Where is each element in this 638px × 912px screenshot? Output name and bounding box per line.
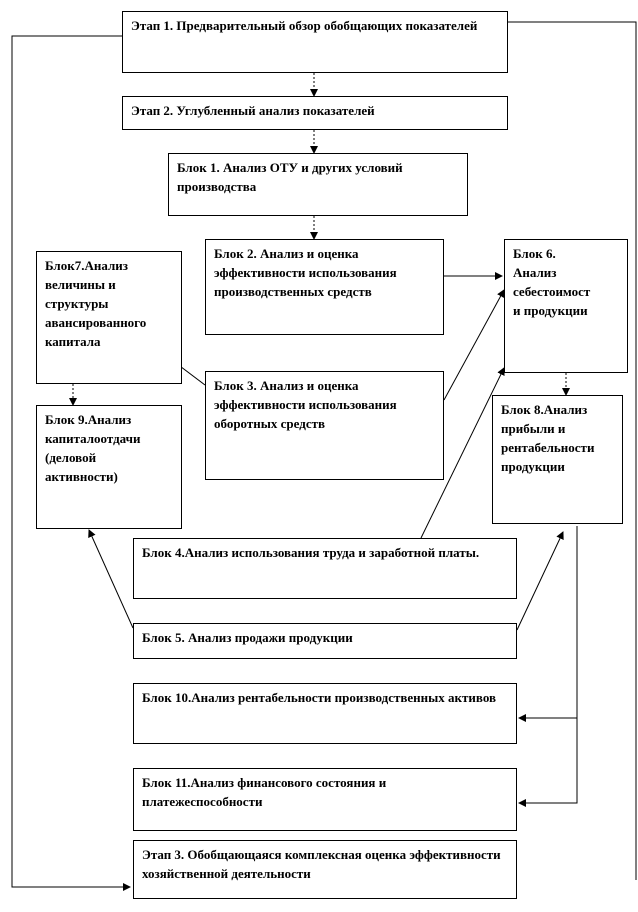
block-2-label: Блок 2. Анализ и оценка эффективности использования производственных средств: [214, 246, 397, 299]
stage-2-label: Этап 2. Углубленный анализ показателей: [131, 103, 375, 118]
stage-3-box: [133, 840, 517, 899]
block-4-box: [133, 538, 517, 599]
block-10-label: Блок 10.Анализ рентабельности производственных активов: [142, 690, 497, 705]
arrow-block3-block6: [444, 290, 504, 400]
block-7-label: Блок7.Анализ величины и структуры авансированного капитала: [45, 258, 147, 349]
stage-1-box: [122, 11, 508, 73]
block-10-box: [133, 683, 517, 744]
block-6-label: Блок 6. Анализ себестоимост и продукции: [513, 246, 591, 318]
block-5-label: Блок 5. Анализ продажи продукции: [142, 630, 353, 645]
block-7-box: [36, 251, 182, 384]
arrow-block5-block9: [89, 530, 133, 628]
block-8-box: [492, 395, 623, 524]
stage-2-box: [122, 96, 508, 130]
block-6-box: [504, 239, 628, 373]
block-1-box: [168, 153, 468, 216]
block-11-box: [133, 768, 517, 831]
block-2-box: [205, 239, 444, 335]
block-8-label: Блок 8.Анализ прибыли и рентабельности продукции: [501, 402, 595, 474]
block-11-label: Блок 11.Анализ финансового состояния и платежеспособности: [142, 775, 387, 809]
block-1-label: Блок 1. Анализ ОТУ и других условий производства: [177, 160, 403, 194]
stage-1-label: Этап 1. Предварительный обзор обобщающих показателей: [131, 18, 478, 33]
line-block8-to-block10: [519, 526, 577, 718]
block-9-box: [36, 405, 182, 529]
block-9-label: Блок 9.Анализ капиталоотдачи (деловой активности): [45, 412, 141, 484]
block-3-box: [205, 371, 444, 480]
stage-3-label: Этап 3. Обобщающаяся комплексная оценка эффективности хозяйственной деятельности: [142, 847, 501, 881]
line-block8-to-block11: [519, 718, 577, 803]
block-5-box: [133, 623, 517, 659]
block-4-label: Блок 4.Анализ использования труда и заработной платы.: [142, 545, 480, 560]
block-3-label: Блок 3. Анализ и оценка эффективности использования оборотных средств: [214, 378, 397, 431]
arrow-block5-block8: [517, 532, 563, 630]
